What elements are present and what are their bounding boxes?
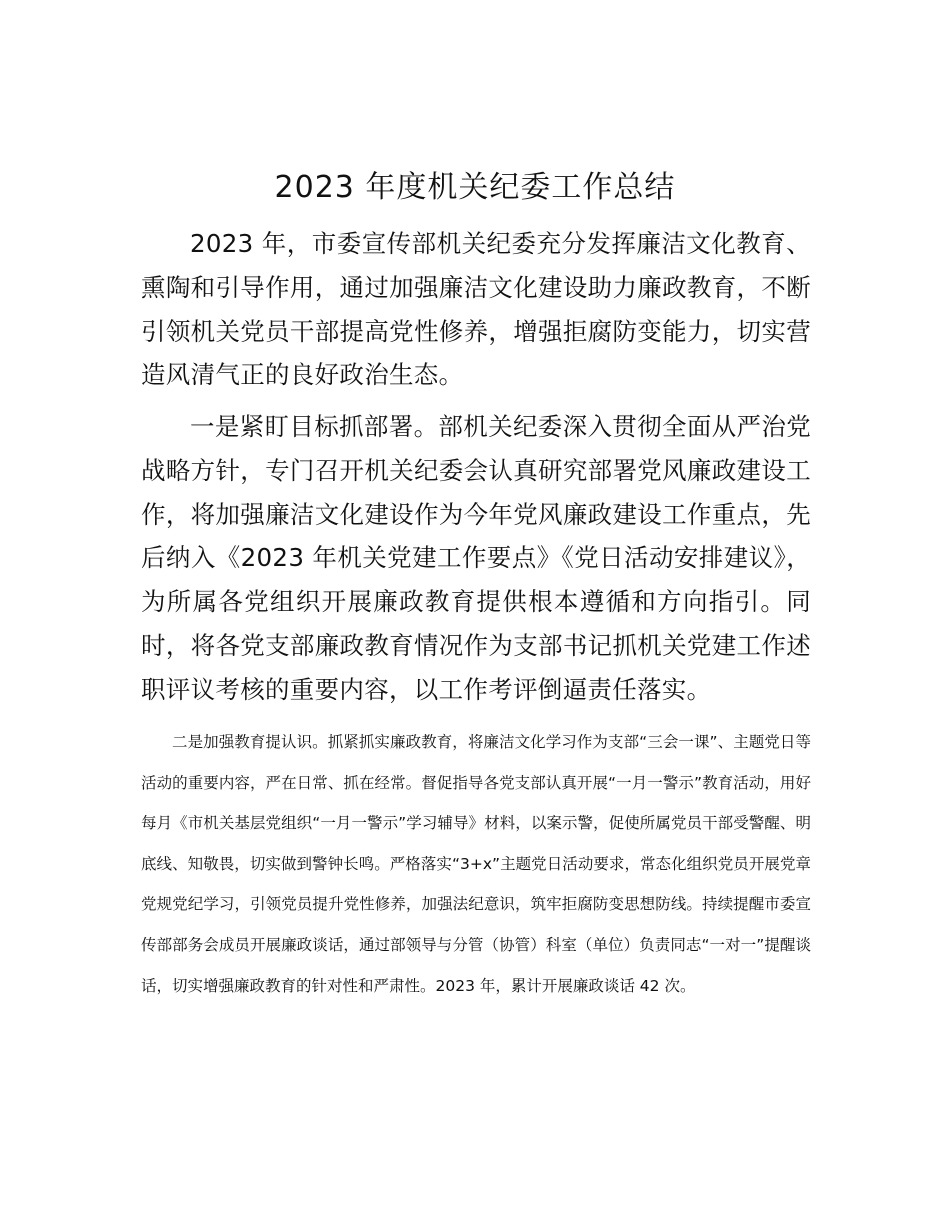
section-one-paragraph: 一是紧盯目标抓部署。部机关纪委深入贯彻全面从严治党战略方针，专门召开机关纪委会认真研究部署党风廉政建设工作，将加强廉洁文化建设作为今年党风廉政建设工作重点，先后纳入《2023 年机关党建工作要点》《党日活动安排建议》，为所属各党组织开展廉政教育提供根本遵循和方向指引。同时，将各党支部廉政教育情况作为支部书记抓机关党建工作述职评议考核的重要内容，以工作考评倒逼责任落实。 [141,412,811,704]
document-title: 2023 年度机关纪委工作总结 [274,170,676,205]
section-two-paragraph: 二是加强教育提认识。抓紧抓实廉政教育，将廉洁文化学习作为支部“三会一课”、主题党日等活动的重要内容，严在日常、抓在经常。督促指导各党支部认真开展“一月一警示”教育活动，用好每月《市机关基层党组织“一月一警示”学习辅导》材料，以案示警，促使所属党员干部受警醒、明底线、知敬畏，切实做到警钟长鸣。严格落实“3+x”主题党日活动要求，常态化组织党员开展党章党规党纪学习，引领党员提升党性修养，加强法纪意识，筑牢拒腐防变思想防线。持续提醒市委宣传部部务会成员开展廉政谈话，通过部领导与分管（协管）科室（单位）负责同志“一对一”提醒谈话，切实增强廉政教育的针对性和严肃性。2023 年，累计开展廉政谈话 42 次。 [141,733,811,995]
intro-paragraph: 2023 年，市委宣传部机关纪委充分发挥廉洁文化教育、熏陶和引导作用，通过加强廉洁文化建设助力廉政教育，不断引领机关党员干部提高党性修养，增强拒腐防变能力，切实营造风清气正的良好政治生态。 [141,229,811,390]
